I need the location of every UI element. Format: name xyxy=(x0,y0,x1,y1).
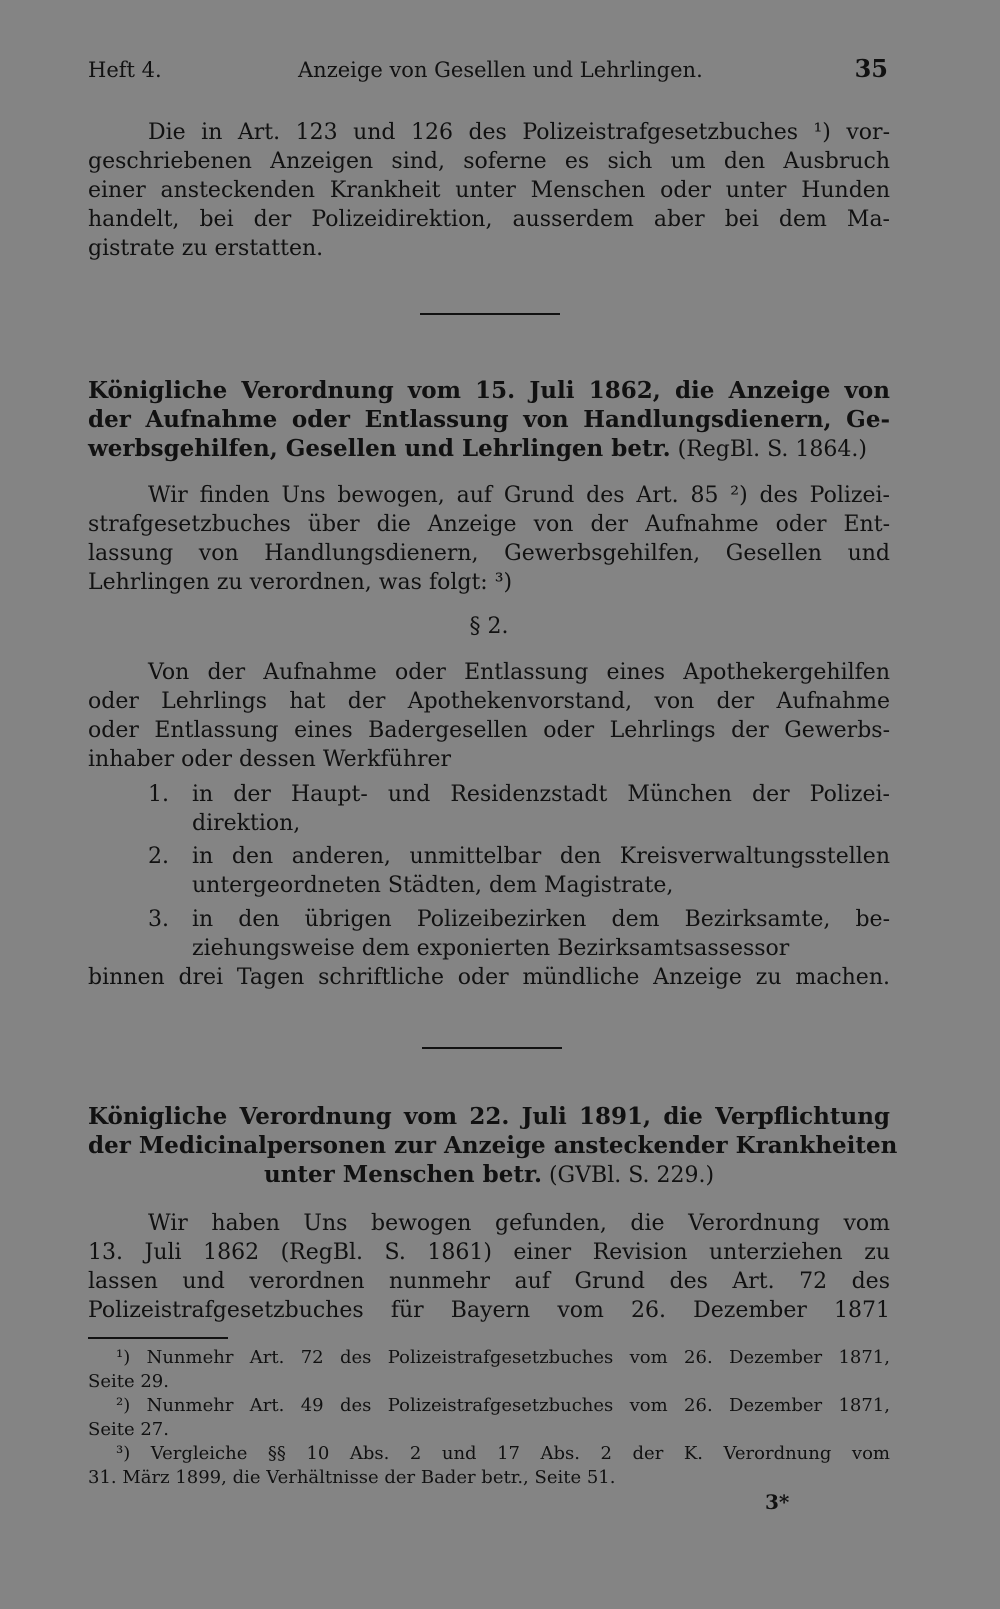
text-line: einer ansteckenden Krankheit unter Menschen oder unter Hunden xyxy=(88,178,890,203)
text-line: strafgesetzbuches über die Anzeige von der Aufnahme oder Ent- xyxy=(88,512,890,537)
text-line: 13. Juli 1862 (RegBl. S. 1861) einer Revision unterziehen zu xyxy=(88,1240,890,1265)
signature-mark: 3* xyxy=(765,1490,790,1514)
footnote-line: ²) Nunmehr Art. 49 des Polizeistrafgesetzbuches vom 26. Dezember 1871, xyxy=(116,1395,890,1416)
item-number: 1. xyxy=(148,782,169,807)
section1-preamble xyxy=(88,481,890,597)
paragraph-sign: § 2. xyxy=(469,614,509,639)
section-divider xyxy=(420,313,560,315)
section-divider xyxy=(422,1047,562,1049)
text-line: geschriebenen Anzeigen sind, soferne es sich um den Ausbruch xyxy=(88,149,890,174)
footnote xyxy=(88,1346,890,1394)
text-line: lassen und verordnen nunmehr auf Grund des Art. 72 des xyxy=(88,1269,890,1294)
section1-body xyxy=(88,658,890,774)
text-line: lassung von Handlungsdienern, Gewerbsgehilfen, Gesellen und xyxy=(88,541,890,566)
text-line: ziehungsweise dem exponierten Bezirksamtsassessor xyxy=(192,936,790,961)
text-line: binnen drei Tagen schriftliche oder mündliche Anzeige zu machen. xyxy=(88,965,890,990)
text-line: in der Haupt- und Residenzstadt München der Polizei- xyxy=(192,782,890,807)
text-line: direktion, xyxy=(192,811,301,836)
footnote-line: ¹) Nunmehr Art. 72 des Polizeistrafgesetzbuches vom 26. Dezember 1871, xyxy=(116,1347,890,1368)
section2-heading xyxy=(88,1102,898,1190)
running-header xyxy=(88,54,888,84)
text-line: oder Lehrlings hat der Apothekenvorstand, von der Aufnahme xyxy=(88,689,890,714)
text-line: Wir finden Uns bewogen, auf Grund des Art. 85 ²) des Polizei- xyxy=(148,483,890,508)
footnote-line: Seite 29. xyxy=(88,1371,169,1392)
text-line: gistrate zu erstatten. xyxy=(88,236,324,261)
footnotes xyxy=(88,1346,890,1490)
item-number: 3. xyxy=(148,907,169,932)
heading-line: der Aufnahme oder Entlassung von Handlungsdienern, Ge- xyxy=(88,406,890,433)
issue-label: Heft 4. xyxy=(88,58,162,82)
section2-body xyxy=(88,1209,890,1325)
text-line: Wir haben Uns bewogen gefunden, die Verordnung vom xyxy=(148,1211,890,1236)
heading-line xyxy=(88,434,890,464)
footnote-line: 31. März 1899, die Verhältnisse der Bader betr., Seite 51. xyxy=(88,1467,616,1488)
text-line: Lehrlingen zu verordnen, was folgt: ³) xyxy=(88,570,513,595)
intro-paragraph xyxy=(88,118,890,263)
running-title: Anzeige von Gesellen und Lehrlingen. xyxy=(298,58,703,82)
text-line: untergeordneten Städten, dem Magistrate, xyxy=(192,873,674,898)
section1-heading xyxy=(88,376,890,464)
heading-bold-part: unter Menschen betr. xyxy=(263,1161,542,1188)
heading-reference: (RegBl. S. 1864.) xyxy=(670,437,867,462)
footnote xyxy=(88,1394,890,1442)
text-line: inhaber oder dessen Werkführer xyxy=(88,747,452,772)
heading-line: Königliche Verordnung vom 15. Juli 1862, die Anzeige von xyxy=(88,377,890,404)
heading-line: der Medicinalpersonen zur Anzeige ansteckender Krankheiten xyxy=(88,1132,898,1159)
footnote-line: ³) Vergleiche §§ 10 Abs. 2 und 17 Abs. 2 der K. Verordnung vom xyxy=(116,1443,890,1464)
heading-bold-part: werbsgehilfen, Gesellen und Lehrlingen betr. xyxy=(88,435,671,462)
footnote-rule xyxy=(88,1337,228,1339)
text-line: Von der Aufnahme oder Entlassung eines Apothekergehilfen xyxy=(148,660,890,685)
page-number: 35 xyxy=(854,54,888,83)
heading-line xyxy=(88,1160,890,1190)
footnote xyxy=(88,1442,890,1490)
text-line: oder Entlassung eines Badergesellen oder Lehrlings der Gewerbs- xyxy=(88,718,890,743)
heading-reference: (GVBl. S. 229.) xyxy=(541,1163,715,1188)
text-line: Die in Art. 123 und 126 des Polizeistrafgesetzbuches ¹) vor- xyxy=(148,120,890,145)
item-number: 2. xyxy=(148,844,169,869)
text-line: in den anderen, unmittelbar den Kreisverwaltungsstellen xyxy=(192,844,890,869)
heading-line: Königliche Verordnung vom 22. Juli 1891, die Verpflichtung xyxy=(88,1103,890,1130)
text-line: in den übrigen Polizeibezirken dem Bezirksamte, be- xyxy=(192,907,890,932)
text-line: handelt, bei der Polizeidirektion, ausserdem aber bei dem Ma- xyxy=(88,207,890,232)
text-line: Polizeistrafgesetzbuches für Bayern vom 26. Dezember 1871 xyxy=(88,1298,890,1323)
footnote-line: Seite 27. xyxy=(88,1419,169,1440)
section1-closing xyxy=(88,963,890,992)
